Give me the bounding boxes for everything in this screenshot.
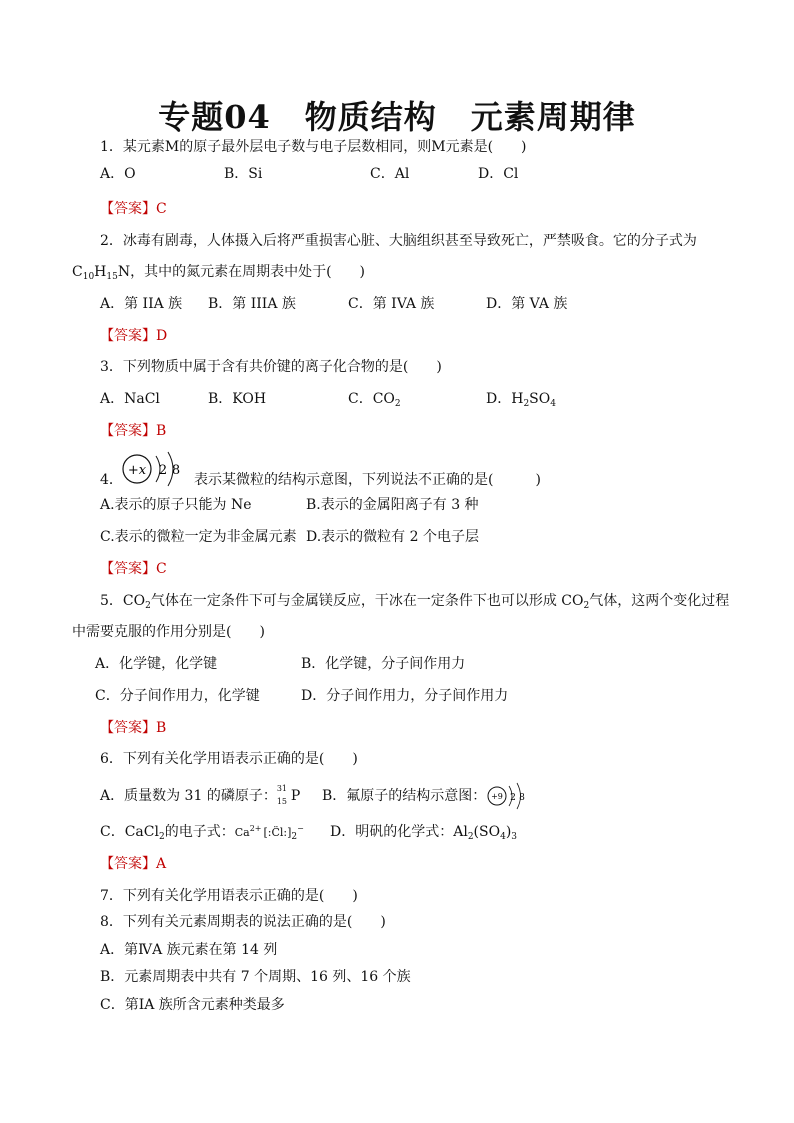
q2-option-d: D．第 VA 族 — [486, 296, 568, 312]
q2-option-a: A．第 IIA 族 — [100, 296, 183, 312]
q5-answer — [100, 718, 166, 738]
p-atomic-number: 15 — [276, 797, 288, 806]
f-shell-2-count: 8 — [519, 793, 525, 803]
q3-option-a: A．NaCl — [100, 391, 160, 407]
q6-a-text: A．质量数为 31 的磷原子： — [100, 788, 277, 804]
p-isotope-notation — [277, 786, 291, 806]
q2-line2-rest: ，其中的氮元素在周期表中处于( ) — [130, 264, 366, 280]
answer-value: C — [156, 201, 167, 217]
q5-option-d: D．分子间作用力，分子间作用力 — [301, 688, 509, 704]
q4-atom-diagram — [118, 448, 190, 492]
answer-value: A — [156, 856, 167, 872]
q4-option-a: A.表示的原子只能为 Ne — [100, 497, 252, 513]
q3-answer — [100, 421, 166, 441]
q3-c-text: C．CO — [348, 391, 395, 407]
q6-d-sub2: 4 — [500, 832, 506, 842]
q6-fluorine-diagram — [486, 778, 530, 814]
title-part-2: 物质结构 — [304, 98, 437, 136]
q6-d-text: D．明矾的化学式：Al — [330, 824, 468, 840]
q5-option-a: A．化学键，化学键 — [95, 656, 218, 672]
q8-option-a: A．第ⅣA 族元素在第 14 列 — [100, 942, 278, 958]
formula-n: N — [117, 264, 131, 280]
answer-tag: 【答案】 — [100, 328, 156, 344]
q2-answer — [100, 326, 167, 346]
q6-c-sub: 2 — [158, 832, 165, 842]
answer-tag: 【答案】 — [100, 720, 156, 736]
q6-option-c — [100, 822, 304, 843]
cl-charge: − — [297, 824, 304, 833]
q4-answer — [100, 559, 167, 579]
question-2-line-1: 2．冰毒有剧毒，人体摄入后将严重损害心脏、大脑组织甚至导致死亡，严禁吸食。它的分子式为 — [100, 233, 697, 249]
question-5-line-1 — [100, 591, 729, 611]
question-8: 8．下列有关元素周期表的说法正确的是( ) — [100, 914, 386, 930]
q6-d-sub1: 2 — [467, 832, 474, 842]
q8-option-c: C．第ⅠA 族所含元素种类最多 — [100, 997, 285, 1013]
q4-option-b: B.表示的金属阳离子有 3 种 — [306, 497, 479, 513]
ca-symbol: Ca — [234, 826, 250, 839]
q1-answer — [100, 199, 167, 219]
q4-shell-1-count: 2 — [158, 463, 168, 478]
question-1: 1．某元素M的原子最外层电子数与电子层数相同，则M元素是( ) — [100, 139, 527, 155]
q5-l1-sub2: 2 — [583, 601, 590, 611]
formula-c-sub: 10 — [82, 272, 95, 282]
q6-option-d — [330, 822, 517, 842]
q5-l1-sub1: 2 — [145, 601, 151, 611]
q1-option-d: D．Cl — [478, 166, 519, 182]
question-6: 6．下列有关化学用语表示正确的是( ) — [100, 751, 358, 767]
question-7: 7．下列有关化学用语表示正确的是( ) — [100, 888, 358, 904]
q6-c-rest: 的电子式： — [164, 824, 235, 840]
q1-option-c: C．Al — [370, 166, 410, 182]
q1-option-b: B．Si — [224, 166, 263, 182]
q6-d-sub3: 3 — [511, 832, 518, 842]
question-5-line-2: 中需要克服的作用分别是( ) — [72, 624, 265, 640]
answer-tag: 【答案】 — [100, 561, 156, 577]
q4-number: 4． — [100, 472, 123, 488]
q4-shell-2-count: 8 — [171, 463, 181, 478]
q6-c-text: C．CaCl — [100, 824, 159, 840]
cl-sub: 2 — [291, 832, 298, 842]
q3-d-text: D．H — [486, 391, 524, 407]
question-3: 3．下列物质中属于含有共价键的离子化合物的是( ) — [100, 359, 442, 375]
q1-option-a: A．O — [100, 166, 136, 182]
f-nucleus-label: +9 — [491, 792, 503, 801]
q6-d-end: ) — [505, 824, 512, 840]
q3-d-sub1: 2 — [523, 399, 530, 409]
q2-option-b: B．第 IIIA 族 — [208, 296, 296, 312]
answer-tag: 【答案】 — [100, 856, 156, 872]
q4-option-d: D.表示的微粒有 2 个电子层 — [306, 529, 479, 545]
q6-option-b: B．氟原子的结构示意图： — [322, 788, 487, 804]
q3-option-c — [348, 389, 401, 409]
q5-option-c: C．分子间作用力，化学键 — [95, 688, 260, 704]
q8-option-b: B．元素周期表中共有 7 个周期、16 列、16 个族 — [100, 969, 411, 985]
q6-option-a — [100, 786, 300, 806]
answer-value: B — [156, 423, 167, 439]
formula-c: C — [72, 264, 83, 280]
q5-l1-b: 气体在一定条件下可与金属镁反应，干冰在一定条件下也可以形成 CO — [150, 593, 584, 609]
formula-h-sub: 15 — [106, 272, 118, 282]
title-part-1: 专题04 — [158, 98, 271, 136]
answer-value: D — [156, 328, 168, 344]
answer-tag: 【答案】 — [100, 201, 156, 217]
q4-option-c: C.表示的微粒一定为非金属元素 — [100, 529, 297, 545]
cl-electron-dot: [:C̈l:] — [263, 826, 292, 839]
q3-c-sub: 2 — [394, 399, 401, 409]
p-symbol: P — [290, 788, 301, 804]
answer-tag: 【答案】 — [100, 423, 156, 439]
f-shell-1-count: 2 — [510, 793, 516, 803]
question-4: 表示某微粒的结构示意图，下列说法不正确的是( ) — [194, 472, 541, 488]
q6-answer — [100, 854, 166, 874]
q4-nucleus-label: +x — [127, 463, 147, 478]
answer-value: C — [156, 561, 167, 577]
q3-d-sub2: 4 — [550, 399, 556, 409]
q2-option-c: C．第 IVA 族 — [348, 296, 435, 312]
p-mass-number: 31 — [276, 784, 288, 793]
answer-value: B — [156, 720, 167, 736]
q5-option-b: B．化学键，分子间作用力 — [301, 656, 466, 672]
question-2-line-2 — [72, 262, 365, 282]
title-part-3: 元素周期律 — [470, 98, 636, 136]
q3-d-mid: SO — [529, 391, 551, 407]
ca-charge: 2+ — [249, 824, 262, 833]
q6-d-mid: (SO — [473, 824, 501, 840]
q5-l1-a: 5．CO — [100, 593, 146, 609]
q3-option-b: B．KOH — [208, 391, 267, 407]
q3-option-d — [486, 389, 556, 409]
formula-h: H — [94, 264, 107, 280]
page-title — [0, 92, 794, 138]
q5-l1-c: 气体，这两个变化过程 — [589, 593, 730, 609]
